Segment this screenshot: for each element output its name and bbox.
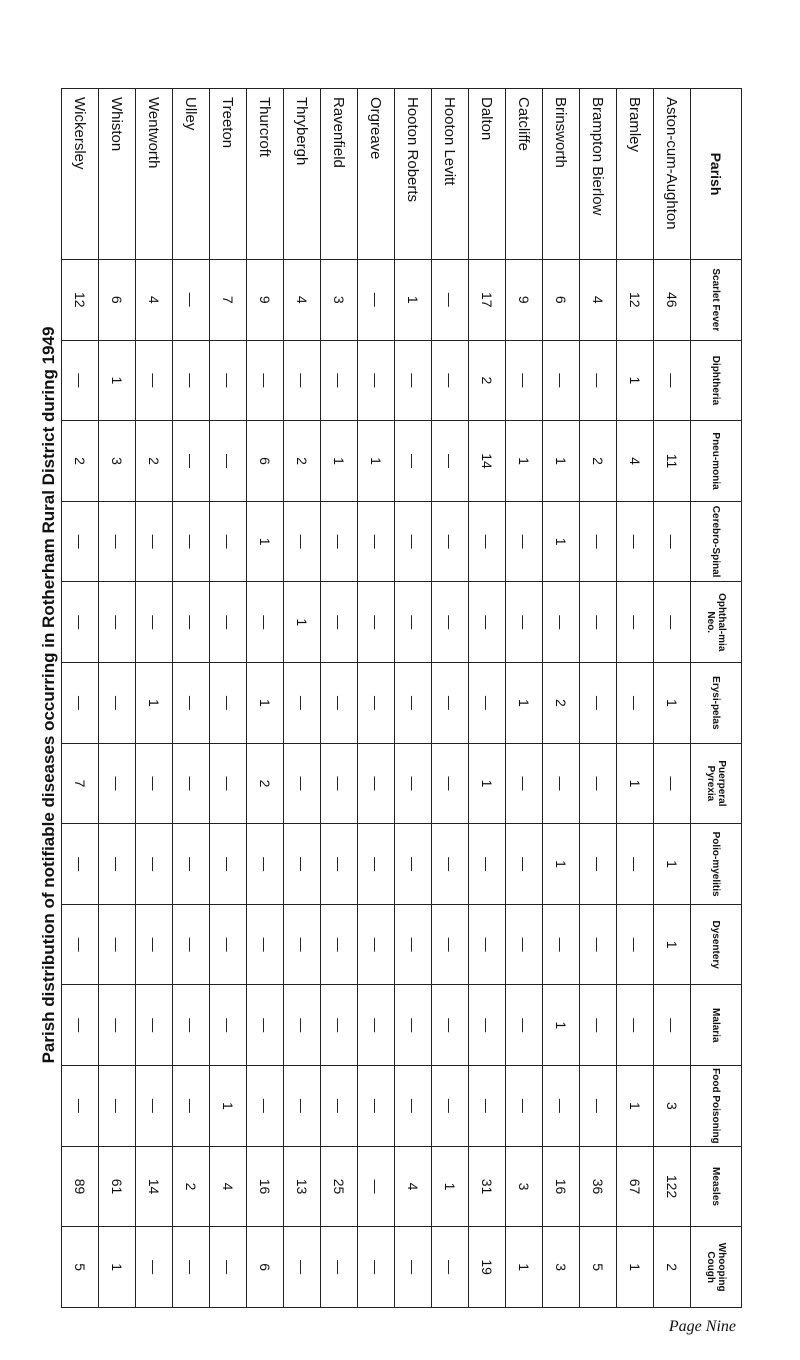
table-cell: 3 <box>654 1066 691 1147</box>
table-cell: 2 <box>580 421 617 502</box>
table-cell: — <box>506 904 543 985</box>
table-cell: — <box>173 421 210 502</box>
table-cell: — <box>173 904 210 985</box>
table-cell: 9 <box>247 260 284 341</box>
table-row <box>99 89 136 1308</box>
table-cell: 14 <box>136 1146 173 1227</box>
table-cell: 3 <box>99 421 136 502</box>
table-cell: 4 <box>210 1146 247 1227</box>
table-cell: 1 <box>284 582 321 663</box>
table-cell: — <box>543 904 580 985</box>
table-cell: — <box>654 985 691 1066</box>
table-cell: — <box>136 743 173 824</box>
table-cell: 19 <box>469 1227 506 1308</box>
table-cell: — <box>358 824 395 905</box>
table-cell: — <box>136 824 173 905</box>
table-cell: — <box>506 1066 543 1147</box>
table-cell: — <box>136 582 173 663</box>
parish-name-cell: Ulley <box>173 89 210 260</box>
table-cell: — <box>136 1227 173 1308</box>
table-cell: — <box>210 582 247 663</box>
table-cell: — <box>580 582 617 663</box>
table-cell: — <box>99 904 136 985</box>
parish-name-cell: Wentworth <box>136 89 173 260</box>
parish-name-cell: Ravenfield <box>321 89 358 260</box>
column-header: Malaria <box>691 985 742 1066</box>
table-cell: 6 <box>99 260 136 341</box>
parish-name-cell: Hooton Roberts <box>395 89 432 260</box>
table-cell: 5 <box>580 1227 617 1308</box>
table-cell: — <box>432 1066 469 1147</box>
table-cell: 12 <box>62 260 99 341</box>
column-header: Erysi-pelas <box>691 663 742 744</box>
table-cell: — <box>543 340 580 421</box>
table-row <box>173 89 210 1308</box>
table-cell: — <box>173 1066 210 1147</box>
parish-name-cell: Brinsworth <box>543 89 580 260</box>
table-row <box>432 89 469 1308</box>
table-cell: — <box>321 904 358 985</box>
table-cell: — <box>580 663 617 744</box>
table-cell: — <box>395 904 432 985</box>
table-cell: 2 <box>247 743 284 824</box>
table-cell: — <box>284 985 321 1066</box>
table-cell: 1 <box>469 743 506 824</box>
table-cell: 3 <box>543 1227 580 1308</box>
table-cell: — <box>321 985 358 1066</box>
table-cell: 2 <box>469 340 506 421</box>
table-cell: — <box>506 340 543 421</box>
table-cell: — <box>210 904 247 985</box>
table-cell: — <box>617 501 654 582</box>
table-cell: — <box>580 501 617 582</box>
table-cell: — <box>358 985 395 1066</box>
table-cell: — <box>62 985 99 1066</box>
table-cell: — <box>358 904 395 985</box>
table-cell: — <box>395 340 432 421</box>
table-cell: — <box>210 663 247 744</box>
table-cell: 2 <box>136 421 173 502</box>
table-cell: — <box>358 340 395 421</box>
table-cell: — <box>321 501 358 582</box>
table-cell: 11 <box>654 421 691 502</box>
table-cell: — <box>284 1227 321 1308</box>
table-cell: — <box>432 421 469 502</box>
table-cell: — <box>247 1066 284 1147</box>
table-cell: 7 <box>210 260 247 341</box>
table-cell: — <box>62 824 99 905</box>
table-cell: — <box>654 582 691 663</box>
table-row <box>358 89 395 1308</box>
table-cell: — <box>358 501 395 582</box>
table-cell: — <box>99 1066 136 1147</box>
column-header: Scarlet Fever <box>691 260 742 341</box>
table-cell: 9 <box>506 260 543 341</box>
table-cell: 3 <box>506 1146 543 1227</box>
table-cell: — <box>321 743 358 824</box>
table-cell: — <box>395 501 432 582</box>
table-cell: — <box>62 340 99 421</box>
table-cell: — <box>358 663 395 744</box>
table-cell: — <box>506 985 543 1066</box>
table-cell: — <box>358 582 395 663</box>
table-cell: — <box>173 340 210 421</box>
table-row <box>210 89 247 1308</box>
table-cell: — <box>99 663 136 744</box>
table-cell: — <box>247 340 284 421</box>
parish-name-cell: Dalton <box>469 89 506 260</box>
table-cell: — <box>617 663 654 744</box>
table-cell: 4 <box>395 1146 432 1227</box>
table-cell: — <box>99 824 136 905</box>
table-cell: — <box>99 743 136 824</box>
table-cell: — <box>395 1066 432 1147</box>
table-cell: — <box>543 1066 580 1147</box>
table-cell: 1 <box>654 663 691 744</box>
table-cell: — <box>284 663 321 744</box>
table-cell: — <box>654 501 691 582</box>
table-cell: — <box>469 1066 506 1147</box>
table-cell: — <box>580 904 617 985</box>
column-header: Puerperal Pyrexia <box>691 743 742 824</box>
table-cell: — <box>580 824 617 905</box>
table-cell: — <box>469 985 506 1066</box>
table-cell: — <box>99 582 136 663</box>
table-cell: 1 <box>99 340 136 421</box>
table-cell: — <box>321 1227 358 1308</box>
table-cell: 4 <box>617 421 654 502</box>
table-cell: 1 <box>543 501 580 582</box>
column-header: Ophthal-mia Neo. <box>691 582 742 663</box>
parish-name-cell: Orgreave <box>358 89 395 260</box>
table-cell: 1 <box>358 421 395 502</box>
table-cell: 2 <box>654 1227 691 1308</box>
table-cell: 1 <box>617 1227 654 1308</box>
table-cell: 12 <box>617 260 654 341</box>
table-row <box>617 89 654 1308</box>
table-cell: 1 <box>543 985 580 1066</box>
table-cell: 1 <box>247 663 284 744</box>
table-cell: 7 <box>62 743 99 824</box>
parish-name-cell: Aston-cum-Aughton <box>654 89 691 260</box>
table-row <box>580 89 617 1308</box>
parish-name-cell: Treeton <box>210 89 247 260</box>
table-cell: — <box>247 985 284 1066</box>
table-cell: — <box>210 501 247 582</box>
table-cell: 1 <box>543 824 580 905</box>
table-cell: — <box>62 663 99 744</box>
table-cell: — <box>432 501 469 582</box>
table-cell: 1 <box>432 1146 469 1227</box>
table-cell: — <box>580 985 617 1066</box>
table-row <box>506 89 543 1308</box>
table-cell: — <box>432 985 469 1066</box>
table-row <box>321 89 358 1308</box>
table-cell: — <box>99 985 136 1066</box>
table-cell: — <box>358 1066 395 1147</box>
table-cell: — <box>210 743 247 824</box>
table-cell: — <box>284 904 321 985</box>
table-cell: 1 <box>321 421 358 502</box>
table-cell: 25 <box>321 1146 358 1227</box>
parish-name-cell: Wickersley <box>62 89 99 260</box>
page-title: Parish distribution of notifiable diseases occurring in Rotherham Rural District during 1949 <box>39 326 58 1064</box>
table-cell: — <box>210 1227 247 1308</box>
table-cell: 17 <box>469 260 506 341</box>
table-row <box>654 89 691 1308</box>
table-cell: — <box>395 985 432 1066</box>
table-cell: — <box>136 985 173 1066</box>
column-header: Whooping Cough <box>691 1227 742 1308</box>
table-cell: — <box>99 501 136 582</box>
table-cell: — <box>395 743 432 824</box>
table-cell: 1 <box>99 1227 136 1308</box>
table-cell: — <box>358 1146 395 1227</box>
table-cell: — <box>173 501 210 582</box>
table-cell: 1 <box>617 743 654 824</box>
column-header: Cerebro-Spinal <box>691 501 742 582</box>
table-cell: — <box>395 582 432 663</box>
table-cell: 1 <box>210 1066 247 1147</box>
column-header: Food Poisoning <box>691 1066 742 1147</box>
table-cell: — <box>358 260 395 341</box>
table-cell: 36 <box>580 1146 617 1227</box>
table-cell: — <box>284 824 321 905</box>
table-row <box>395 89 432 1308</box>
table-cell: 2 <box>173 1146 210 1227</box>
table-cell: 4 <box>580 260 617 341</box>
table-cell: — <box>321 340 358 421</box>
table-cell: — <box>395 421 432 502</box>
table-cell: 1 <box>506 663 543 744</box>
table-cell: — <box>247 904 284 985</box>
column-header: Parish <box>691 89 742 260</box>
column-header: Measles <box>691 1146 742 1227</box>
header-row <box>691 89 742 1308</box>
table-cell: — <box>62 501 99 582</box>
table-cell: — <box>506 501 543 582</box>
table-cell: — <box>321 824 358 905</box>
table-cell: — <box>580 1066 617 1147</box>
table-cell: — <box>284 743 321 824</box>
table-cell: — <box>543 743 580 824</box>
table-cell: 6 <box>543 260 580 341</box>
table-cell: — <box>395 1227 432 1308</box>
table-cell: — <box>173 663 210 744</box>
table-cell: — <box>395 824 432 905</box>
table-cell: — <box>506 824 543 905</box>
table-cell: — <box>210 824 247 905</box>
table-cell: — <box>62 582 99 663</box>
table-cell: 31 <box>469 1146 506 1227</box>
table-row <box>62 89 99 1308</box>
table-cell: — <box>395 663 432 744</box>
table-cell: 1 <box>617 340 654 421</box>
table-cell: — <box>654 340 691 421</box>
table-cell: — <box>284 340 321 421</box>
table-cell: — <box>210 421 247 502</box>
table-cell: 2 <box>284 421 321 502</box>
table-cell: — <box>62 1066 99 1147</box>
table-cell: — <box>617 904 654 985</box>
parish-name-cell: Brampton Bierlow <box>580 89 617 260</box>
table-row <box>543 89 580 1308</box>
table-cell: 4 <box>284 260 321 341</box>
table-cell: 1 <box>543 421 580 502</box>
table-cell: — <box>432 824 469 905</box>
table-cell: 1 <box>136 663 173 744</box>
table-cell: — <box>654 743 691 824</box>
table-cell: — <box>62 904 99 985</box>
table-cell: — <box>358 1227 395 1308</box>
parish-name-cell: Thrybergh <box>284 89 321 260</box>
parish-name-cell: Whiston <box>99 89 136 260</box>
table-cell: — <box>173 260 210 341</box>
table-cell: 13 <box>284 1146 321 1227</box>
table-cell: — <box>469 824 506 905</box>
table-cell: — <box>617 824 654 905</box>
table-cell: — <box>247 824 284 905</box>
table-cell: — <box>432 743 469 824</box>
table-cell: 1 <box>247 501 284 582</box>
table-cell: 3 <box>321 260 358 341</box>
table-cell: — <box>432 1227 469 1308</box>
table-cell: — <box>284 1066 321 1147</box>
table-cell: 6 <box>247 421 284 502</box>
table-cell: 2 <box>62 421 99 502</box>
table-cell: — <box>210 340 247 421</box>
table-cell: — <box>136 904 173 985</box>
table-cell: — <box>432 340 469 421</box>
table-cell: — <box>469 663 506 744</box>
table-cell: 46 <box>654 260 691 341</box>
table-cell: 16 <box>543 1146 580 1227</box>
table-cell: 1 <box>506 1227 543 1308</box>
table-cell: — <box>321 663 358 744</box>
table-cell: — <box>321 1066 358 1147</box>
table-body <box>62 89 691 1308</box>
column-header: Dysentery <box>691 904 742 985</box>
parish-name-cell: Thurcroft <box>247 89 284 260</box>
table-cell: — <box>469 904 506 985</box>
table-cell: 89 <box>62 1146 99 1227</box>
table-cell: 122 <box>654 1146 691 1227</box>
table-cell: — <box>136 501 173 582</box>
table-row <box>284 89 321 1308</box>
table-row <box>136 89 173 1308</box>
table-cell: — <box>506 582 543 663</box>
table-cell: 14 <box>469 421 506 502</box>
parish-name-cell: Catcliffe <box>506 89 543 260</box>
table-cell: 2 <box>543 663 580 744</box>
table-cell: 6 <box>247 1227 284 1308</box>
table-cell: — <box>506 743 543 824</box>
table-cell: — <box>173 743 210 824</box>
column-header: Polio-myelitis <box>691 824 742 905</box>
table-cell: 67 <box>617 1146 654 1227</box>
table-cell: — <box>173 582 210 663</box>
table-cell: — <box>173 985 210 1066</box>
table-cell: 1 <box>395 260 432 341</box>
table-row <box>469 89 506 1308</box>
table-cell: 1 <box>617 1066 654 1147</box>
table-cell: — <box>321 582 358 663</box>
table-cell: — <box>432 582 469 663</box>
table-cell: 1 <box>654 824 691 905</box>
table-cell: — <box>136 1066 173 1147</box>
table-cell: — <box>432 904 469 985</box>
table-cell: — <box>284 501 321 582</box>
table-cell: — <box>580 340 617 421</box>
table-cell: 16 <box>247 1146 284 1227</box>
table-cell: — <box>469 582 506 663</box>
table-cell: 61 <box>99 1146 136 1227</box>
parish-name-cell: Hooton Levitt <box>432 89 469 260</box>
column-header: Pneu-monia <box>691 421 742 502</box>
table-cell: 1 <box>506 421 543 502</box>
table-header <box>691 89 742 1308</box>
table-cell: 5 <box>62 1227 99 1308</box>
table-cell: — <box>432 260 469 341</box>
table-cell: — <box>247 582 284 663</box>
table-cell: — <box>210 985 247 1066</box>
table-cell: — <box>617 985 654 1066</box>
table-cell: — <box>432 663 469 744</box>
disease-distribution-table <box>61 88 742 1308</box>
table-cell: — <box>617 582 654 663</box>
table-cell: — <box>136 340 173 421</box>
parish-name-cell: Bramley <box>617 89 654 260</box>
column-header: Diphtheria <box>691 340 742 421</box>
table-cell: 4 <box>136 260 173 341</box>
table-cell: — <box>173 1227 210 1308</box>
table-cell: — <box>543 582 580 663</box>
table-row <box>247 89 284 1308</box>
page-footer: Page Nine <box>668 1318 736 1335</box>
table-cell: 1 <box>654 904 691 985</box>
table-cell: — <box>173 824 210 905</box>
table-cell: — <box>580 743 617 824</box>
table-cell: — <box>469 501 506 582</box>
table-cell: — <box>358 743 395 824</box>
